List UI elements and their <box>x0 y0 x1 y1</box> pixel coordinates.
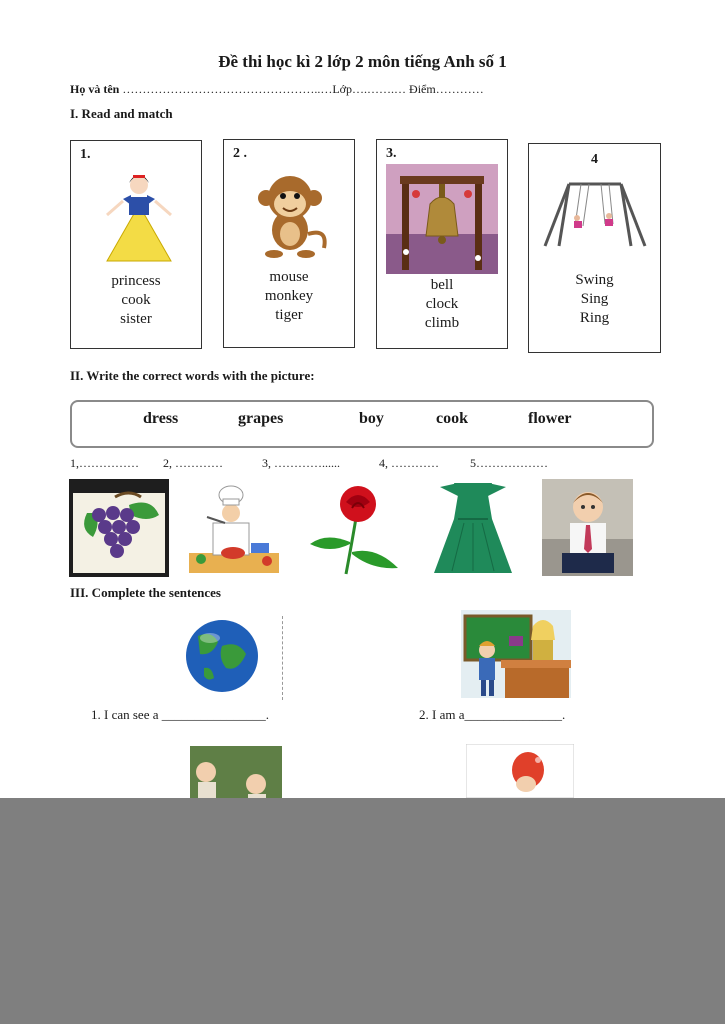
section-2-heading: II. Write the correct words with the picture: <box>70 368 315 383</box>
card-word: clock <box>425 296 459 312</box>
children-icon <box>190 746 282 798</box>
card-number: 4 <box>591 152 598 167</box>
card-word: Ring <box>579 310 610 326</box>
card-word: Sing <box>580 291 609 307</box>
card-word: sister <box>120 311 152 327</box>
word-bank-item: cook <box>436 410 468 427</box>
card-word: tiger <box>275 307 303 323</box>
name-label: Họ và tên <box>70 82 120 96</box>
answer-blank-2[interactable]: 2, ………… <box>163 456 223 470</box>
answer-blank-1[interactable]: 1,…………… <box>70 456 139 470</box>
card-word: cook <box>121 292 151 308</box>
word-bank-item: grapes <box>238 410 284 427</box>
section-3-heading: III. Complete the sentences <box>70 585 221 600</box>
section-1-heading: I. Read and match <box>70 106 173 121</box>
cook-picture <box>189 483 279 575</box>
swing-icon <box>541 178 649 250</box>
card-word: monkey <box>264 288 314 304</box>
word-bank-item: dress <box>143 410 179 427</box>
monkey-icon <box>244 168 336 260</box>
swimmer-picture <box>466 744 574 798</box>
card-word: climb <box>424 315 460 331</box>
match-card-4 <box>528 143 661 353</box>
class-label: Lớp….…….… <box>332 82 407 96</box>
card-number: 1. <box>80 147 91 162</box>
card-number: 2 . <box>233 146 247 161</box>
swimmer-icon <box>466 744 574 798</box>
grapes-icon <box>69 479 169 577</box>
rose-picture <box>306 482 402 578</box>
answer-blank-5[interactable]: 5……………… <box>470 456 548 470</box>
answer-blank-4[interactable]: 4, ………… <box>379 456 439 470</box>
dress-icon <box>430 479 516 577</box>
card-number: 3. <box>386 146 397 161</box>
answer-blank-3[interactable]: 3, …………...... <box>262 456 340 470</box>
children-picture <box>190 746 282 798</box>
bell-icon <box>386 164 498 274</box>
word-bank-item: boy <box>359 410 384 427</box>
princess-icon <box>93 165 185 265</box>
cook-icon <box>189 483 279 575</box>
rose-icon <box>306 482 402 578</box>
teacher-picture <box>461 610 571 698</box>
score-label: Điểm………… <box>409 82 484 96</box>
page-overlay-band <box>0 798 725 1024</box>
sentence-1: 1. I can see a ________________. <box>91 707 269 722</box>
card-word: Swing <box>575 272 614 288</box>
card-word: bell <box>430 277 454 293</box>
name-dots: …………………………………………..… <box>122 82 333 96</box>
globe-picture <box>178 616 283 700</box>
card-word: mouse <box>269 269 309 285</box>
teacher-icon <box>461 610 571 698</box>
student-info-line <box>70 82 484 97</box>
grapes-picture <box>69 479 169 577</box>
page-title: Đề thi học kì 2 lớp 2 môn tiếng Anh số 1 <box>218 52 507 71</box>
card-word: princess <box>111 273 161 289</box>
match-card-2 <box>223 139 355 348</box>
globe-icon <box>178 616 282 700</box>
boy-icon <box>542 479 633 576</box>
match-card-3 <box>376 139 508 349</box>
word-bank-item: flower <box>528 410 572 427</box>
match-card-1 <box>70 140 202 349</box>
dress-picture <box>430 479 516 577</box>
boy-picture <box>542 479 633 576</box>
sentence-2: 2. I am a_______________. <box>419 707 566 722</box>
